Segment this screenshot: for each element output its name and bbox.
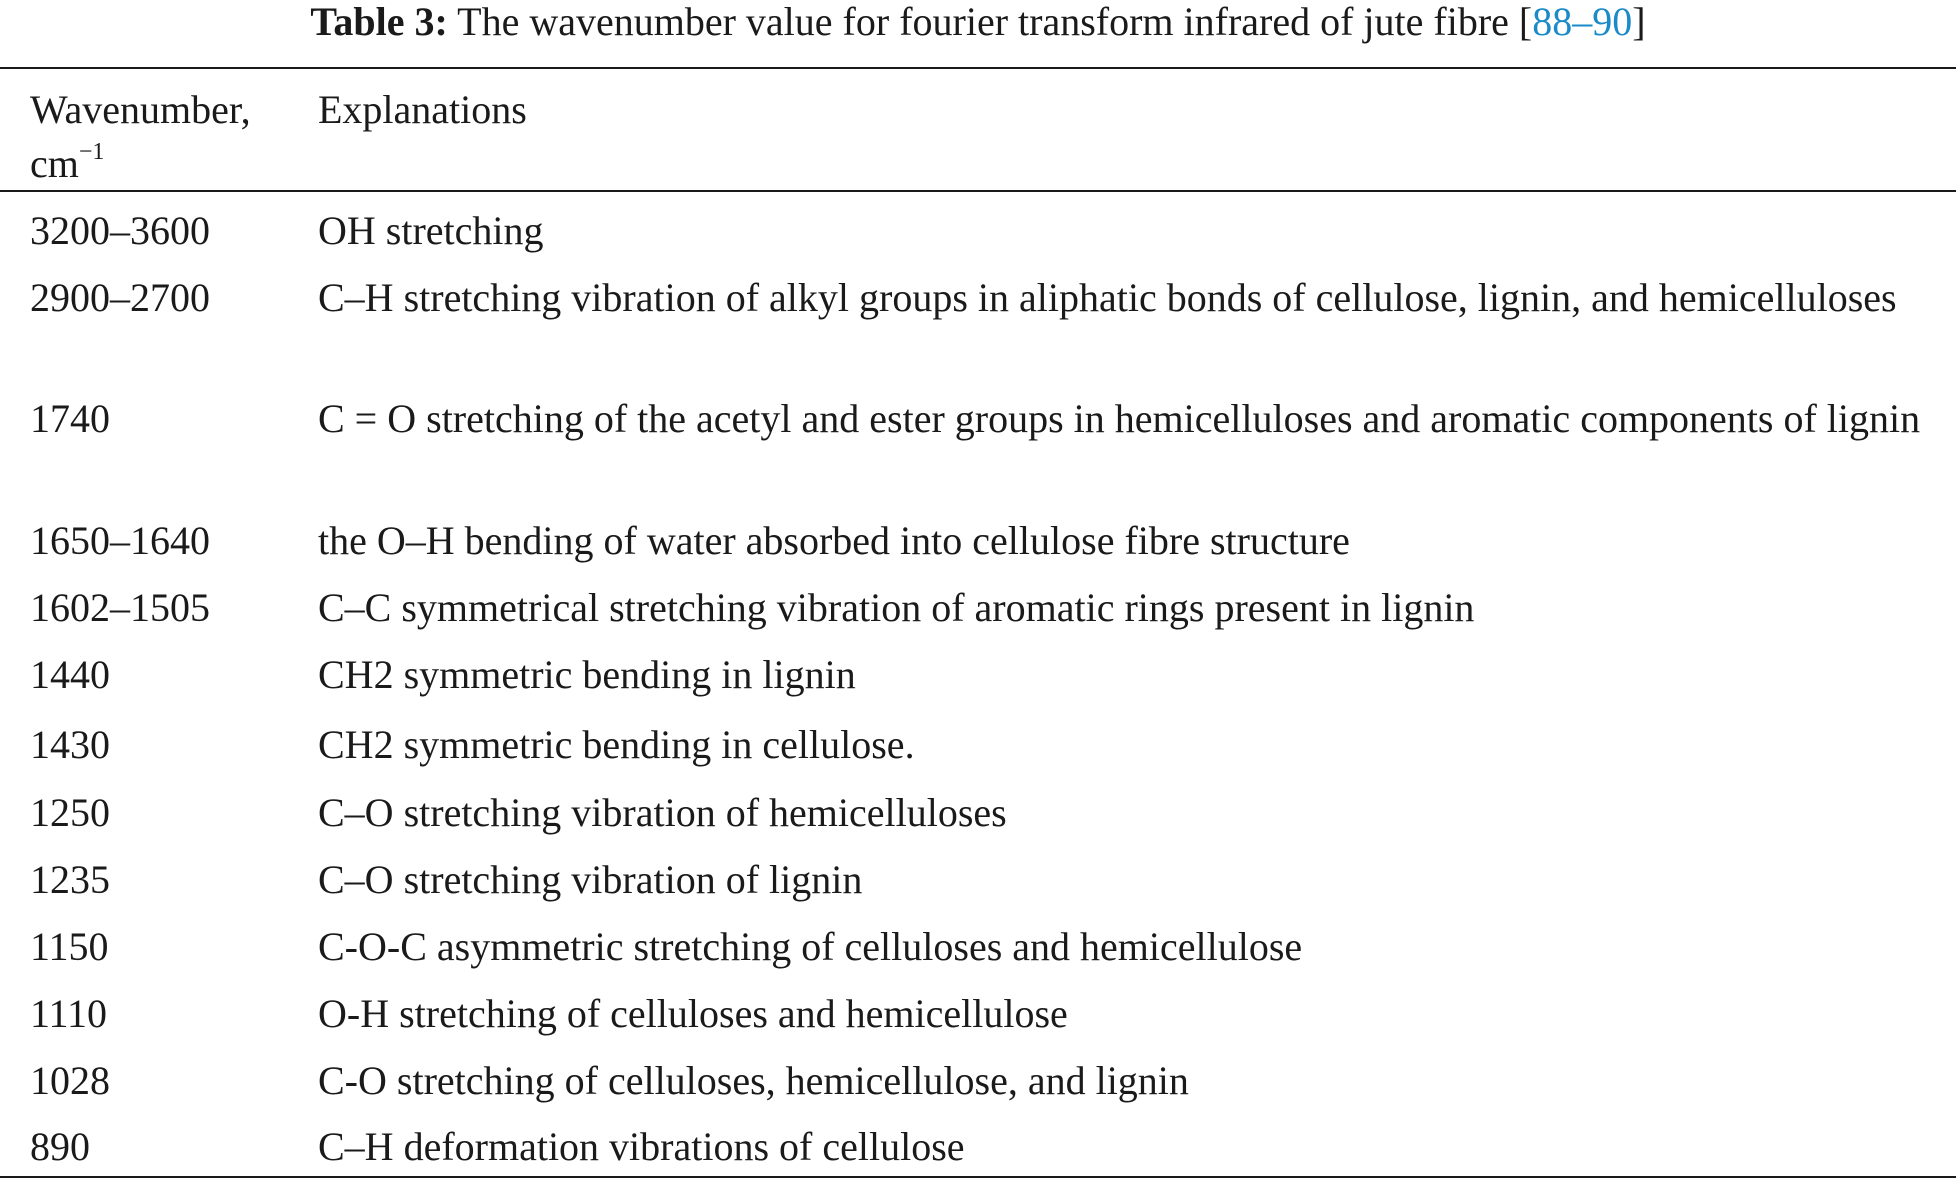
caption-citation — [1519, 0, 1646, 44]
cell-explanation: CH2 symmetric bending in cellulose. — [318, 722, 915, 767]
cell-explanation: O-H stretching of celluloses and hemicellulose — [318, 991, 1068, 1036]
cite-bracket-close: ] — [1632, 0, 1646, 44]
cell-explanation: C–H deformation vibrations of cellulose — [318, 1124, 965, 1169]
table-top-rule — [0, 67, 1956, 69]
cell-wavenumber: 1430 — [30, 722, 110, 767]
cell-explanation: C–C symmetrical stretching vibration of aromatic rings present in lignin — [318, 585, 1475, 630]
cell-explanation: OH stretching — [318, 208, 544, 253]
cell-explanation: C–O stretching vibration of lignin — [318, 857, 863, 902]
header-wavenumber — [30, 88, 251, 186]
cell-wavenumber: 1740 — [30, 396, 110, 441]
citation-dash: – — [1572, 0, 1593, 44]
citation-link-start[interactable]: 88 — [1532, 0, 1573, 44]
cell-explanation: C-O-C asymmetric stretching of celluloses and hemicellulose — [318, 924, 1303, 969]
cell-explanation: C = O stretching of the acetyl and ester groups in hemicelluloses and aromatic components of lignin — [318, 396, 1921, 441]
cell-explanation: C–O stretching vibration of hemicelluloses — [318, 790, 1007, 835]
cell-wavenumber: 2900–2700 — [30, 275, 210, 320]
cell-explanation: CH2 symmetric bending in lignin — [318, 652, 856, 697]
cite-bracket-open: [ — [1518, 0, 1533, 44]
cell-explanation: the O–H bending of water absorbed into cellulose fibre structure — [318, 518, 1350, 563]
table-caption — [0, 0, 1956, 44]
caption-label: Table 3: — [310, 0, 448, 44]
header-wavenumber-unit — [30, 139, 251, 186]
caption-text: The wavenumber value for fourier transform infrared of jute fibre — [457, 0, 1509, 44]
cell-wavenumber: 1028 — [30, 1058, 110, 1103]
cell-wavenumber: 3200–3600 — [30, 208, 210, 253]
cell-wavenumber: 890 — [30, 1124, 90, 1169]
cell-wavenumber: 1440 — [30, 652, 110, 697]
unit-exponent: −1 — [78, 139, 105, 165]
table-bottom-rule — [0, 1176, 1956, 1178]
cell-wavenumber: 1235 — [30, 857, 110, 902]
header-explanations: Explanations — [318, 87, 527, 132]
citation-link-end[interactable]: 90 — [1592, 0, 1633, 44]
table-header-rule — [0, 190, 1956, 192]
cell-wavenumber: 1602–1505 — [30, 585, 210, 630]
cell-wavenumber: 1250 — [30, 790, 110, 835]
cell-explanation: C–H stretching vibration of alkyl groups in aliphatic bonds of cellulose, lignin, and hemicelluloses — [318, 275, 1897, 320]
cell-wavenumber: 1650–1640 — [30, 518, 210, 563]
cell-wavenumber: 1150 — [30, 924, 109, 969]
cell-wavenumber: 1110 — [30, 991, 108, 1036]
header-wavenumber-label: Wavenumber, — [30, 87, 251, 132]
unit-base: cm — [30, 141, 79, 186]
cell-explanation: C-O stretching of celluloses, hemicellulose, and lignin — [318, 1058, 1189, 1103]
